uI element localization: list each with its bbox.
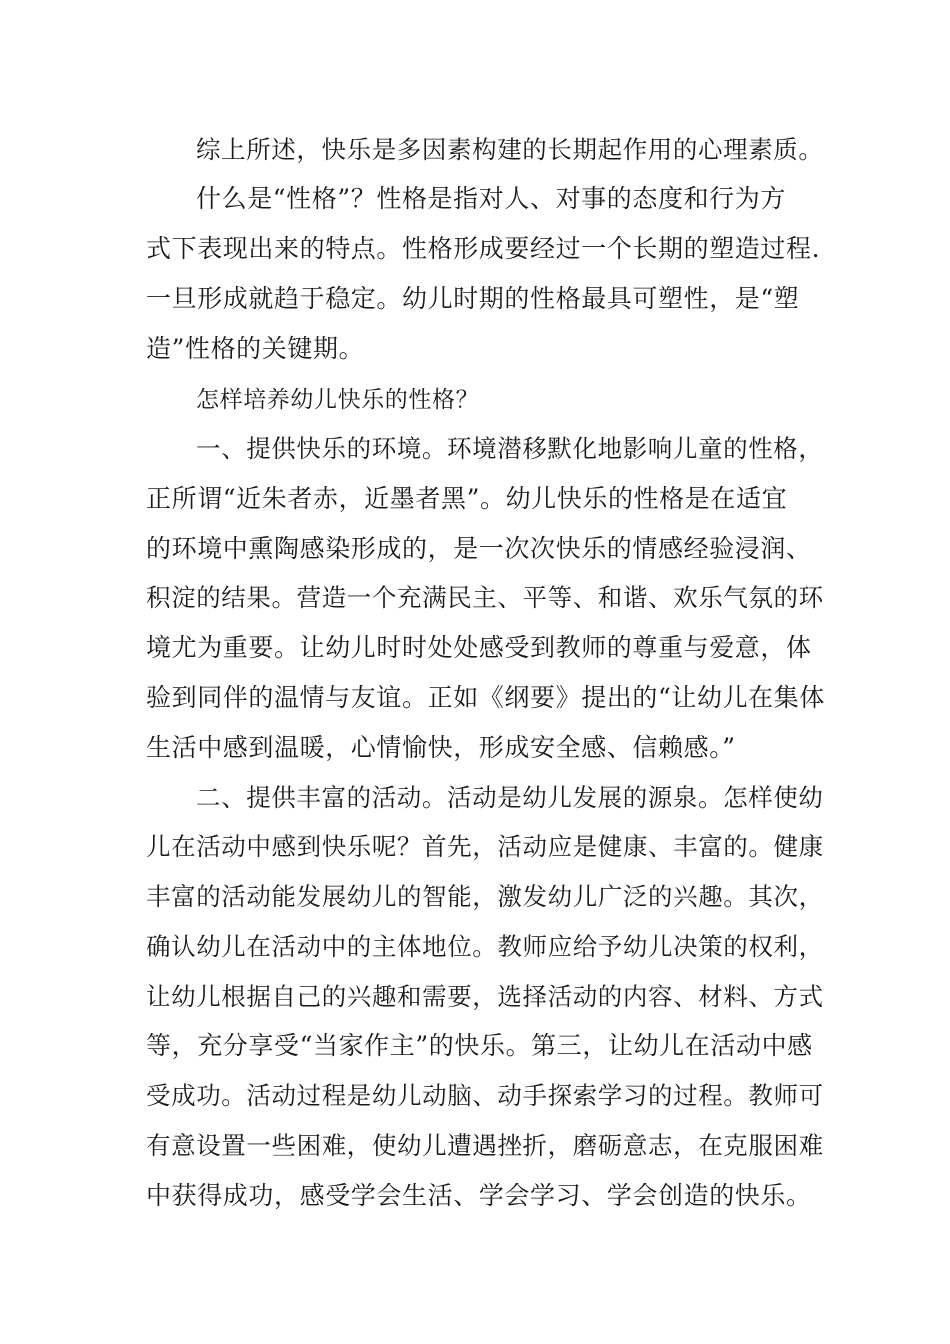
text-line: 儿在活动中感到快乐呢？首先，活动应是健康、丰富的。健康 <box>146 832 824 861</box>
text-line: 的环境中熏陶感染形成的，是一次次快乐的情感经验浸润、 <box>146 534 812 563</box>
text-line: 一旦形成就趋于稳定。幼儿时期的性格最具可塑性，是“塑 <box>146 284 800 313</box>
text-line: 确认幼儿在活动中的主体地位。教师应给予幼儿决策的权利， <box>146 932 824 961</box>
text-line: 丰富的活动能发展幼儿的智能，激发幼儿广泛的兴趣。其次， <box>146 882 824 911</box>
text-line: 生活中感到温暖，心情愉快，形成安全感、信赖感。” <box>146 733 736 762</box>
text-line: 有意设置一些困难，使幼儿遭遇挫折，磨砺意志，在克服困难 <box>146 1131 824 1160</box>
text-line: 让幼儿根据自己的兴趣和需要，选择活动的内容、材料、方式 <box>146 982 824 1011</box>
text-line: 正所谓“近朱者赤，近墨者黑”。幼儿快乐的性格是在适宜 <box>146 484 788 513</box>
text-line: 积淀的结果。营造一个充满民主、平等、和谐、欢乐气氛的环 <box>146 583 824 612</box>
text-line: 造”性格的关键期。 <box>146 334 365 363</box>
text-line: 式下表现出来的特点。性格形成要经过一个长期的塑造过程. <box>146 234 821 263</box>
text-line: 验到同伴的温情与友谊。正如《纲要》提出的“让幼儿在集体 <box>146 683 825 712</box>
text-line: 一、提供快乐的环境。环境潜移默化地影响儿童的性格， <box>196 434 824 463</box>
text-line: 中获得成功，感受学会生活、学会学习、学会创造的快乐。 <box>146 1181 812 1210</box>
section-question: 怎样培养幼儿快乐的性格？ <box>196 387 480 413</box>
text-line: 等，充分享受“当家作主”的快乐。第三，让幼儿在活动中感 <box>146 1031 813 1060</box>
text-line: 综上所述，快乐是多因素构建的长期起作用的心理素质。 <box>196 135 824 164</box>
text-line: 受成功。活动过程是幼儿动脑、动手探索学习的过程。教师可 <box>146 1081 824 1110</box>
text-line: 什么是“性格”？性格是指对人、对事的态度和行为方 <box>196 184 786 213</box>
text-line: 二、提供丰富的活动。活动是幼儿发展的源泉。怎样使幼 <box>196 783 824 812</box>
text-line: 境尤为重要。让幼儿时时处处感受到教师的尊重与爱意，体 <box>146 633 812 662</box>
